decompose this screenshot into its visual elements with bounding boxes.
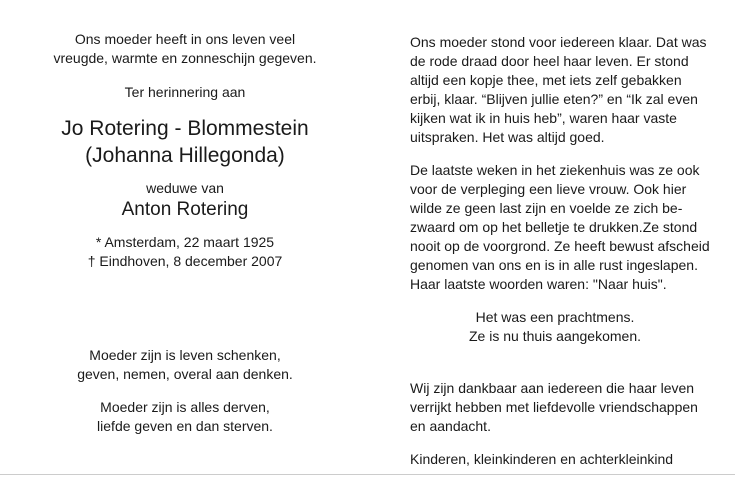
- text-line: verrijkt hebben met liefdevolle vriendschappen: [410, 399, 698, 415]
- text-line: De laatste weken in het ziekenhuis was ze ook: [410, 162, 700, 178]
- text-line: Wij zijn dankbaar aan iedereen die haar leven: [410, 380, 695, 396]
- paragraph-3: [410, 379, 700, 436]
- text-line: Haar laatste woorden waren: "Naar huis".: [410, 276, 667, 292]
- tribute-line-1: Het was een prachtmens.: [475, 309, 635, 325]
- death-info: † Eindhoven, 8 december 2007: [87, 253, 283, 269]
- text-line: erbij, klaar. “Blijven jullie eten?” en “Ik zal even: [410, 91, 698, 107]
- intro-line-2: vreugde, warmte en zonneschijn gegeven.: [53, 50, 317, 66]
- left-column: [15, 30, 355, 271]
- widow-name: Anton Rotering: [121, 199, 249, 220]
- deceased-name: Jo Rotering - Blommestein: [61, 117, 309, 140]
- widow-label: weduwe van: [146, 180, 224, 196]
- text-line: genomen van ons en is in alle rust ingeslapen.: [410, 257, 698, 273]
- text-line: altijd een kopje thee, met iets zelf gebakken: [410, 72, 682, 88]
- text-line: zwaard om op het belletje te drukken.Ze stond: [410, 219, 698, 235]
- paragraph-1: [410, 33, 707, 147]
- poem-line-1: Moeder zijn is leven schenken,: [89, 347, 281, 363]
- deceased-full-name: (Johanna Hillegonda): [85, 144, 285, 167]
- text-line: wilde ze geen last zijn en voelde ze zich be-: [410, 200, 683, 216]
- text-line: en aandacht.: [410, 418, 491, 434]
- birth-info: * Amsterdam, 22 maart 1925: [95, 234, 275, 250]
- text-line: nooit op de voorgrond. Ze heeft bewust afscheid: [410, 238, 710, 254]
- right-column: [410, 33, 710, 469]
- text-line: kijken wat ik in huis heb”, waren haar vaste: [410, 110, 677, 126]
- intro-line-1: Ons moeder heeft in ons leven veel: [74, 31, 296, 47]
- memory-label: Ter herinnering aan: [124, 84, 246, 100]
- poem: [15, 346, 355, 436]
- poem-line-2: geven, nemen, overal aan denken.: [77, 366, 293, 382]
- tribute-line-2: Ze is nu thuis aangekomen.: [469, 328, 641, 344]
- closing-signature: Kinderen, kleinkinderen en achterkleinkind: [410, 451, 674, 467]
- text-line: uitspraken. Het was altijd goed.: [410, 129, 605, 145]
- text-line: de rode draad door heel haar leven. Er stond: [410, 53, 689, 69]
- text-line: voor de verpleging een lieve vrouw. Ook hier: [410, 181, 687, 197]
- text-line: Ons moeder stond voor iedereen klaar. Dat was: [410, 34, 707, 50]
- poem-line-4: liefde geven en dan sterven.: [97, 418, 273, 434]
- poem-line-3: Moeder zijn is alles derven,: [100, 399, 270, 415]
- tribute: [410, 308, 700, 346]
- paragraph-2: [410, 161, 710, 294]
- bottom-divider: [0, 474, 735, 475]
